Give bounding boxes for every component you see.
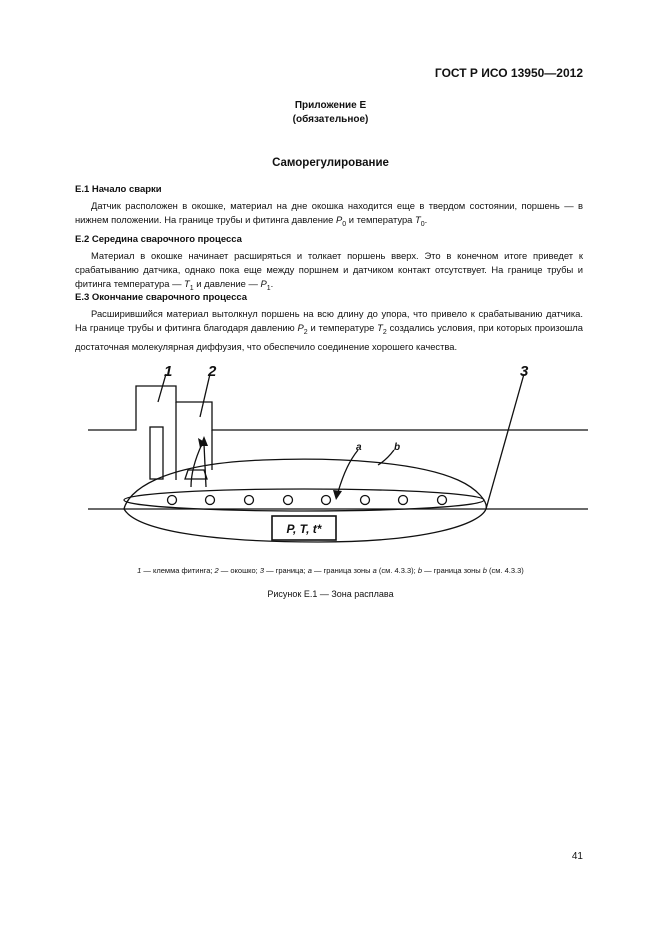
- sensor-pin: [150, 427, 163, 479]
- leader-line-3: [486, 374, 524, 509]
- heating-wire: [322, 496, 331, 505]
- label-2: 2: [208, 363, 217, 380]
- document-header: ГОСТ Р ИСО 13950—2012: [434, 66, 583, 80]
- label-a: a: [356, 442, 362, 453]
- page-title: Саморегулирование: [272, 157, 389, 169]
- zone-a-boundary: [124, 489, 484, 511]
- melt-zone-figure: [88, 362, 588, 562]
- heating-wire: [284, 496, 293, 505]
- page-number: 41: [571, 851, 583, 862]
- arrowhead: [333, 490, 342, 500]
- figure-caption: Рисунок Е.1 — Зона расплава: [267, 589, 394, 599]
- heating-wire: [438, 496, 447, 505]
- section-heading-e2: Е.2 Середина сварочного процесса: [75, 234, 242, 245]
- label-b: b: [394, 442, 401, 453]
- section-heading-e3: Е.3 Окончание сварочного процесса: [75, 292, 248, 303]
- section-text-e3: Расширившийся материал вытолкнул поршень на всю длину до упора, что привело к срабатыванию датчика. На границе трубы и фитинга благодаря давлению $P_2$ и температуре $T_2$ создались условия, при которых произошла достаточная молекулярная диффузия, что обеспечило соединение хорошего качества.: [75, 308, 583, 352]
- heating-wire: [361, 496, 370, 505]
- heating-wire: [399, 496, 408, 505]
- section-heading-e1: Е.1 Начало сварки: [75, 184, 162, 195]
- section-text-e2: Материал в окошке начинает расширяться и толкает поршень вверх. Это в конечном итоге приведет к срабатыванию датчика, однако пока еще между поршнем и датчиком контакт отсутствует. На границе трубы и фитинга температура — $T_1$ и давление — $P_1$.: [75, 250, 583, 292]
- heating-wire: [168, 496, 177, 505]
- heating-wire: [206, 496, 215, 505]
- leader-line-2: [200, 374, 210, 417]
- section-text-e1: Датчик расположен в окошке, материал на дне окошка находится еще в твердом состоянии, поршень — в нижнем положении. На границе трубы и фитинга давление $P_0$ и температура $T_0$.: [75, 200, 583, 228]
- label-1: 1: [164, 363, 173, 380]
- parameter-box-label: P, T, t*: [286, 522, 322, 536]
- figure-legend: 1 — клемма фитинга; 2 — окошко; 3 — граница; a — граница зоны a (см. 4.3.3); b — граница зоны b (см. 4.3.3): [137, 566, 524, 575]
- appendix-title: Приложение Е: [294, 100, 367, 111]
- melt-zone-diagram: [88, 362, 588, 562]
- leader-line-a: [338, 450, 358, 492]
- label-3: 3: [520, 363, 529, 380]
- expansion-arrow: [191, 444, 202, 487]
- fitting-outline: [88, 386, 588, 430]
- heating-wire: [245, 496, 254, 505]
- appendix-status: (обязательное): [292, 114, 369, 125]
- window-piston: [185, 470, 207, 479]
